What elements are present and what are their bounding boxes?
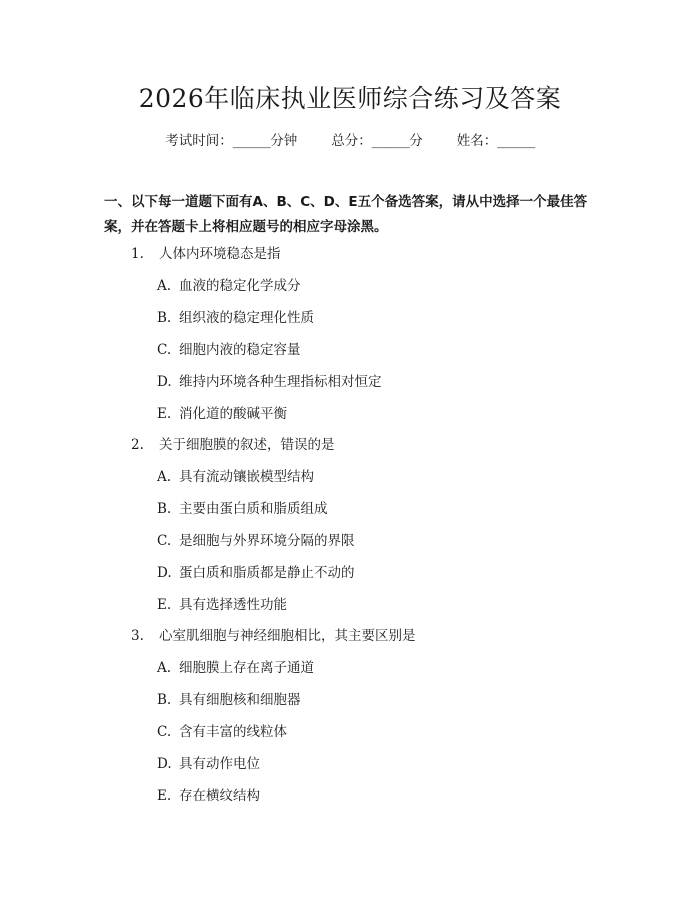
- option-text: 血液的稳定化学成分: [179, 278, 301, 294]
- option-letter: B.: [157, 501, 172, 517]
- question-text: 关于细胞膜的叙述，错误的是: [159, 437, 335, 453]
- student-name-label: 姓名：: [456, 133, 498, 149]
- student-name-blank: ______: [497, 133, 535, 149]
- option-text: 具有选择透性功能: [179, 597, 287, 613]
- question-text: 人体内环境稳态是指: [159, 246, 281, 262]
- option-letter: A.: [157, 278, 172, 294]
- total-score: [331, 132, 423, 150]
- option-text: 主要由蛋白质和脂质组成: [179, 501, 328, 517]
- option-letter: C.: [157, 533, 172, 549]
- option-text: 含有丰富的线粒体: [179, 724, 287, 740]
- exam-time-unit: 分钟: [270, 133, 298, 149]
- option-letter: C.: [157, 724, 172, 740]
- option-text: 组织液的稳定理化性质: [179, 310, 314, 326]
- option-text: 维持内环境各种生理指标相对恒定: [179, 374, 382, 390]
- option-text: 蛋白质和脂质都是静止不动的: [179, 565, 355, 581]
- question-number: 1.: [131, 246, 144, 262]
- option-letter: A.: [157, 660, 172, 676]
- option-letter: D.: [157, 565, 172, 581]
- option-letter: B.: [157, 310, 172, 326]
- option-text: 是细胞与外界环境分隔的界限: [179, 533, 355, 549]
- option-letter: A.: [157, 469, 172, 485]
- option-text: 细胞内液的稳定容量: [179, 342, 301, 358]
- question-number: 2.: [131, 437, 144, 453]
- exam-meta: [0, 132, 700, 150]
- question-number: 3.: [131, 628, 144, 644]
- exam-time-label: 考试时间：: [165, 133, 233, 149]
- section-heading: 一、以下每一道题下面有A、B、C、D、E五个备选答案，请从中选择一个最佳答案，并在答题卡上将相应题号的相应字母涂黑。: [104, 194, 588, 235]
- option-text: 具有流动镶嵌模型结构: [179, 469, 314, 485]
- option-letter: E.: [157, 597, 172, 613]
- option-text: 具有动作电位: [179, 756, 260, 772]
- option-letter: C.: [157, 342, 172, 358]
- page-title: 2026年临床执业医师综合练习及答案: [138, 84, 562, 113]
- option-letter: D.: [157, 374, 172, 390]
- total-score-unit: 分: [409, 133, 423, 149]
- exam-time-blank: ______: [232, 133, 271, 149]
- total-score-blank: ______: [371, 133, 410, 149]
- option-letter: D.: [157, 756, 172, 772]
- option-letter: E.: [157, 788, 172, 804]
- student-name: [457, 132, 535, 150]
- option-letter: E.: [157, 406, 172, 422]
- question-text: 心室肌细胞与神经细胞相比，其主要区别是: [159, 628, 416, 644]
- total-score-label: 总分：: [331, 133, 372, 149]
- option-text: 细胞膜上存在离子通道: [179, 660, 314, 676]
- exam-time: [165, 132, 297, 150]
- option-text: 消化道的酸碱平衡: [179, 406, 287, 422]
- option-text: 具有细胞核和细胞器: [179, 692, 301, 708]
- option-text: 存在横纹结构: [179, 788, 260, 804]
- option-letter: B.: [157, 692, 172, 708]
